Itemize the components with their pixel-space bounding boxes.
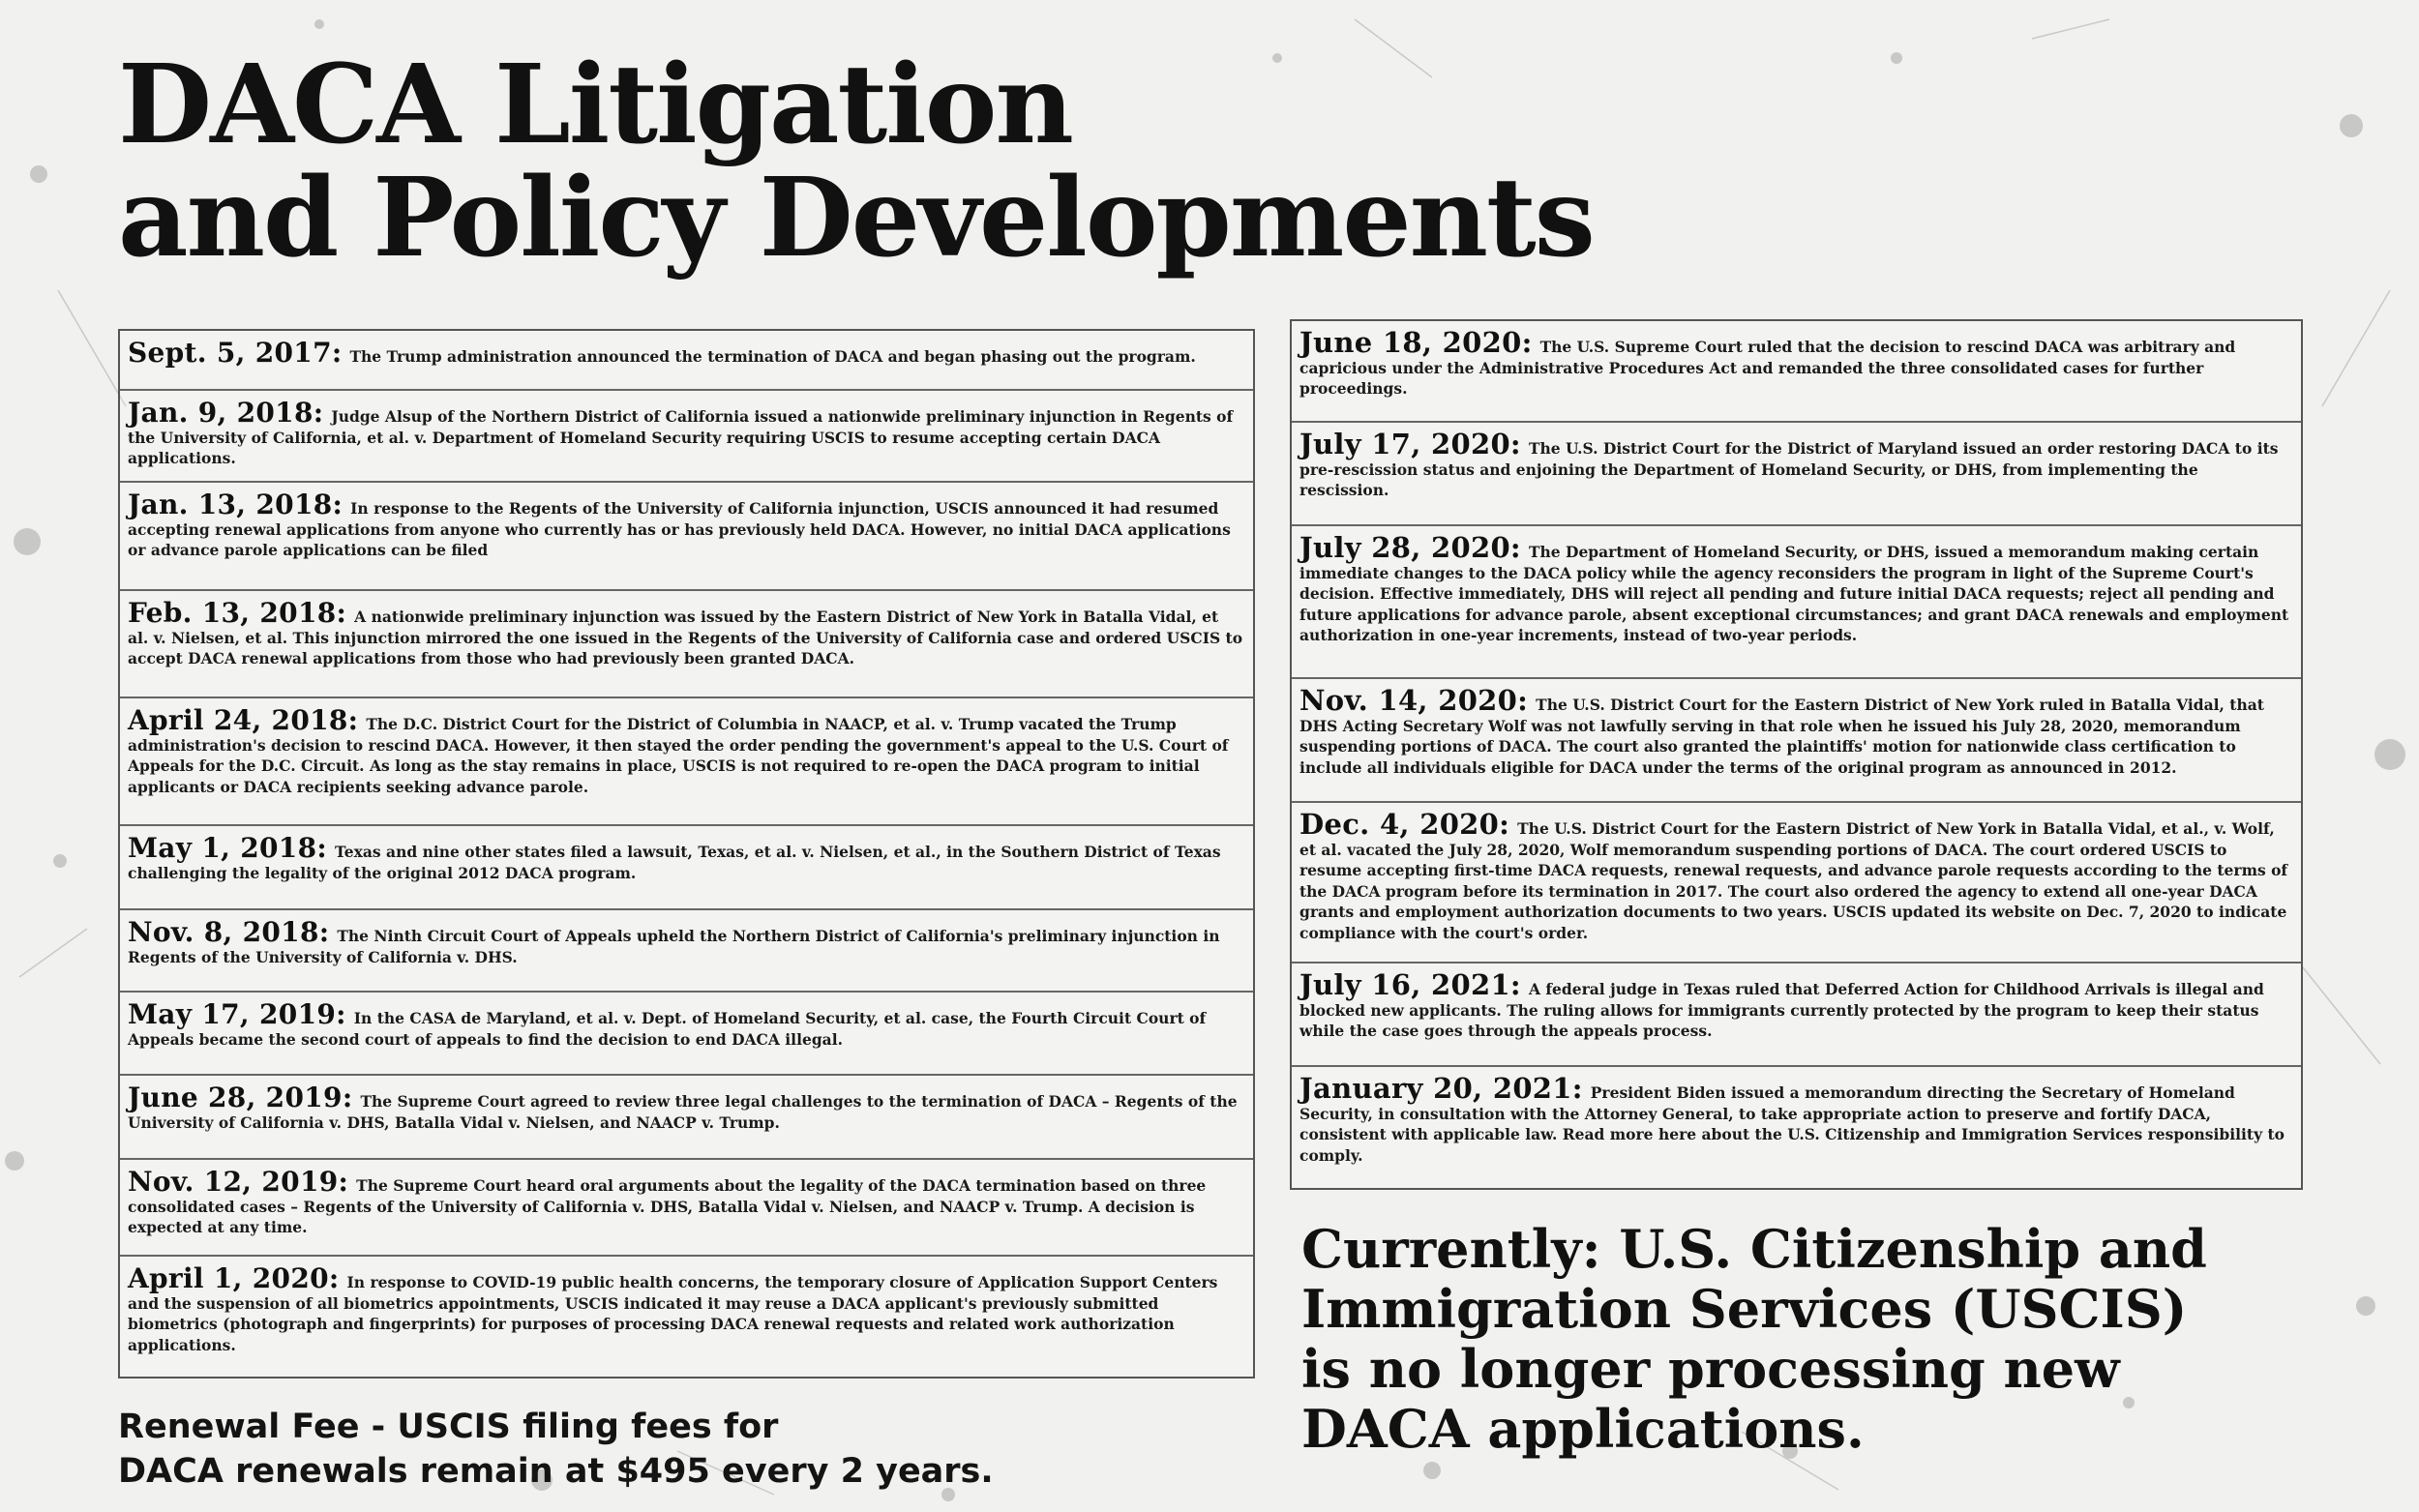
title-line-2: and Policy Developments bbox=[118, 155, 1594, 282]
entry-text: The U.S. Supreme Court ruled that the decision to rescind DACA was arbitrary and capricious under the Administrative Procedures Act and remanded the three consolidated cases for further proceedings. bbox=[1299, 338, 2236, 398]
renewal-line-1: Renewal Fee - USCIS filing fees for bbox=[118, 1408, 779, 1446]
timeline-entry bbox=[1292, 679, 2301, 803]
current-status-statement bbox=[1301, 1219, 2207, 1459]
timeline-entry bbox=[1292, 803, 2301, 964]
entry-date: May 17, 2019: bbox=[128, 998, 346, 1030]
entry-text: The Department of Homeland Security, or DHS, issued a memorandum making certain immediate changes to the DACA policy while the agency reconsiders the program in light of the Supreme Court's decision. Effective immediately, DHS will reject all pending and future initial DACA requests; reject all pending and future applications for advance parole, absent exceptional circumstances; and grant DACA renewals and employment authorization in one-year increments, instead of two-year periods. bbox=[1299, 543, 2289, 644]
timeline-entry bbox=[1292, 964, 2301, 1067]
renewal-fee-note bbox=[118, 1405, 994, 1494]
timeline-entry bbox=[120, 1257, 1253, 1377]
timeline-entry bbox=[120, 698, 1253, 826]
entry-text: Judge Alsup of the Northern District of California issued a nationwide preliminary injunction in Regents of the University of California, et al. v. Department of Homeland Security requiring USCIS to resume accepting certain DACA applications. bbox=[128, 407, 1234, 467]
timeline-entry bbox=[120, 483, 1253, 591]
entry-text: The U.S. District Court for the District of Maryland issued an order restoring DACA to its pre-rescission status and enjoining the Department of Homeland Security, or DHS, from implementing the rescission. bbox=[1299, 439, 2279, 499]
currently-line-2: Immigration Services (USCIS) bbox=[1301, 1278, 2188, 1340]
entry-date: May 1, 2018: bbox=[128, 832, 327, 864]
entry-text: The Trump administration announced the termination of DACA and began phasing out the program. bbox=[349, 347, 1196, 366]
entry-date: June 18, 2020: bbox=[1299, 326, 1533, 359]
timeline-entry bbox=[1292, 423, 2301, 526]
timeline-entry bbox=[1292, 526, 2301, 679]
timeline-entry bbox=[120, 591, 1253, 698]
timeline-entry bbox=[120, 331, 1253, 391]
entry-text: The D.C. District Court for the District of Columbia in NAACP, et al. v. Trump vacated the Trump administration's decision to rescind DACA. However, it then stayed the order pending the government's appeal to the U.S. Court of Appeals for the D.C. Circuit. As long as the stay remains in place, USCIS is not required to re-open the DACA program to initial applicants or DACA recipients seeking advance parole. bbox=[128, 715, 1229, 796]
page-title bbox=[118, 42, 1594, 282]
entry-date: April 24, 2018: bbox=[128, 704, 359, 736]
entry-text: The U.S. District Court for the Eastern District of New York in Batalla Vidal, et al., v. Wolf, et al. vacated the July 28, 2020, Wolf memorandum suspending portions of DACA. The court ordered USCIS to resume accepting first-time DACA requests, renewal requests, and advance parole requests according to the terms of the DACA program before its termination in 2017. The court also ordered the agency to extend all one-year DACA grants and employment authorization documents to two years. USCIS updated its website on Dec. 7, 2020 to indicate compliance with the court's order. bbox=[1299, 819, 2288, 942]
entry-date: Jan. 9, 2018: bbox=[128, 397, 324, 429]
entry-date: Sept. 5, 2017: bbox=[128, 337, 343, 369]
timeline-entry bbox=[120, 1160, 1253, 1257]
timeline-left-column bbox=[118, 329, 1255, 1379]
entry-text: In the CASA de Maryland, et al. v. Dept. of Homeland Security, et al. case, the Fourth Circuit Court of Appeals became the second court of appeals to find the decision to end DACA illegal. bbox=[128, 1009, 1207, 1049]
timeline-entry bbox=[120, 826, 1253, 910]
entry-date: Nov. 12, 2019: bbox=[128, 1166, 349, 1198]
timeline-entry bbox=[1292, 1067, 2301, 1188]
entry-date: Dec. 4, 2020: bbox=[1299, 808, 1510, 841]
entry-text: A nationwide preliminary injunction was issued by the Eastern District of New York in Batalla Vidal, et al. v. Nielsen, et al. This injunction mirrored the one issued in the Regents of the University of California case and ordered USCIS to accept DACA renewal applications from those who had previously been granted DACA. bbox=[128, 608, 1243, 667]
entry-date: Feb. 13, 2018: bbox=[128, 597, 347, 629]
currently-line-3: is no longer processing new bbox=[1301, 1338, 2120, 1400]
entry-text: President Biden issued a memorandum directing the Secretary of Homeland Security, in consultation with the Attorney General, to take appropriate action to preserve and fortify DACA, consistent with applicable law. Read more here about the U.S. Citizenship and Immigration Services responsibility to comply. bbox=[1299, 1083, 2285, 1165]
entry-text: The Ninth Circuit Court of Appeals upheld the Northern District of California's preliminary injunction in Regents of the University of California v. DHS. bbox=[128, 927, 1220, 966]
entry-text: In response to the Regents of the University of California injunction, USCIS announced it had resumed accepting renewal applications from anyone who currently has or has previously held DACA. However, no initial DACA applications or advance parole applications can be filed bbox=[128, 499, 1231, 559]
timeline-entry bbox=[120, 910, 1253, 993]
entry-date: Nov. 14, 2020: bbox=[1299, 684, 1529, 717]
entry-date: June 28, 2019: bbox=[128, 1082, 353, 1113]
entry-text: A federal judge in Texas ruled that Deferred Action for Childhood Arrivals is illegal and blocked new applicants. The ruling allows for immigrants currently protected by the program to keep their status while the case goes through the appeals process. bbox=[1299, 980, 2264, 1040]
entry-date: July 28, 2020: bbox=[1299, 531, 1521, 564]
entry-date: January 20, 2021: bbox=[1299, 1072, 1583, 1105]
timeline-entry bbox=[120, 1076, 1253, 1160]
entry-text: The U.S. District Court for the Eastern District of New York ruled in Batalla Vidal, that DHS Acting Secretary Wolf was not lawfully serving in that role when he issued his July 28, 2020, memorandum suspending portions of DACA. The court also granted the plaintiffs' motion for nationwide class certification to include all individuals eligible for DACA under the terms of the original program as announced in 2012. bbox=[1299, 696, 2264, 777]
currently-line-1: Currently: U.S. Citizenship and bbox=[1301, 1218, 2207, 1280]
entry-text: The Supreme Court agreed to review three legal challenges to the termination of DACA – Regents of the University of California v. DHS, Batalla Vidal v. Nielsen, and NAACP v. Trump. bbox=[128, 1092, 1238, 1132]
entry-text: Texas and nine other states filed a lawsuit, Texas, et al. v. Nielsen, et al., in the Southern District of Texas challenging the legality of the original 2012 DACA program. bbox=[128, 843, 1221, 882]
entry-date: July 16, 2021: bbox=[1299, 968, 1521, 1001]
currently-line-4: DACA applications. bbox=[1301, 1398, 1865, 1460]
entry-text: The Supreme Court heard oral arguments about the legality of the DACA termination based on three consolidated cases – Regents of the University of California v. DHS, Batalla Vidal v. Nielsen, and NAACP v. Trump. A decision is expected at any time. bbox=[128, 1176, 1207, 1236]
entry-text: In response to COVID-19 public health concerns, the temporary closure of Application Support Centers and the suspension of all biometrics appointments, USCIS indicated it may reuse a DACA applicant's previously submitted biometrics (photograph and fingerprints) for purposes of processing DACA renewal requests and related work authorization applications. bbox=[128, 1273, 1218, 1354]
timeline-right-column bbox=[1290, 319, 2303, 1190]
entry-date: Jan. 13, 2018: bbox=[128, 489, 343, 520]
renewal-line-2: DACA renewals remain at $495 every 2 years. bbox=[118, 1452, 994, 1491]
timeline-entry bbox=[1292, 321, 2301, 423]
entry-date: Nov. 8, 2018: bbox=[128, 916, 330, 948]
entry-date: July 17, 2020: bbox=[1299, 428, 1521, 460]
timeline-entry bbox=[120, 993, 1253, 1076]
title-line-1: DACA Litigation bbox=[118, 42, 1072, 168]
entry-date: April 1, 2020: bbox=[128, 1262, 340, 1294]
timeline-entry bbox=[120, 391, 1253, 483]
